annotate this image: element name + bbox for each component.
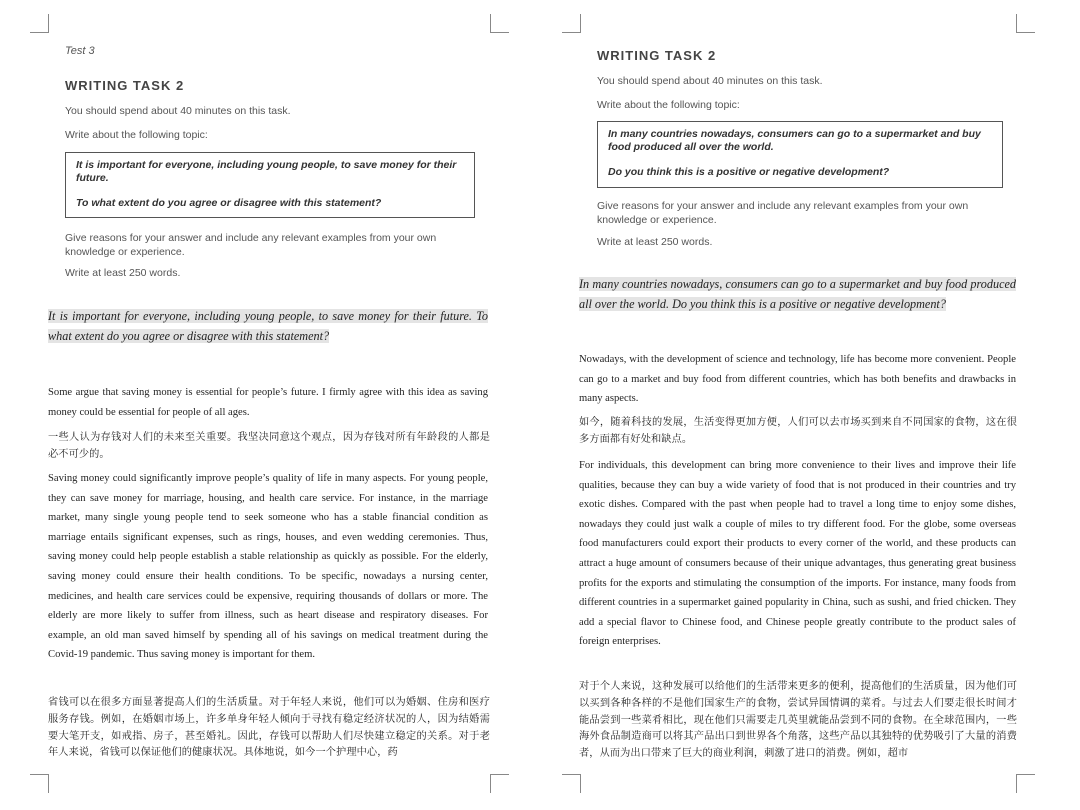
highlighted-prompt-text: In many countries nowadays, consumers can go to a supermarket and buy food produced all over the world. Do you think this is a positive or negative development? <box>579 277 1016 311</box>
highlighted-prompt-text: It is important for everyone, including young people, to save money for their future. To what extent do you agree or disagree with this statement? <box>48 309 488 343</box>
paragraph-2-chinese: 省钱可以在很多方面显著提高人们的生活质量。对于年轻人来说，他们可以为婚姻、住房和医疗服务存钱。例如，在婚姻市场上，许多单身年轻人倾向于寻找有稳定经济状况的人，因为结婚需要大笔开支，如戒指、房子，甚至婚礼。因此，存钱可以帮助人们尽快建立稳定的关系。对于老年人来说，省钱可以保证他们的健康状况。具体地说，如今一个护理中心，药 <box>48 697 490 759</box>
task-title: WRITING TASK 2 <box>597 48 717 63</box>
crop-mark-bottom-right <box>1016 774 1035 793</box>
word-count-instruction: Write at least 250 words. <box>65 267 181 279</box>
crop-mark-top-right <box>490 14 509 33</box>
test-label: Test 3 <box>65 45 95 57</box>
crop-mark-top-left <box>562 14 581 33</box>
highlighted-prompt <box>579 274 1016 314</box>
topic-question: To what extent do you agree or disagree with this statement? <box>76 197 382 209</box>
topic-statement: It is important for everyone, including young people, to save money for their future. <box>76 159 457 184</box>
paragraph-1-english: Nowadays, with the development of science and technology, life has become more convenient. People can go to a market and buy food from different countries, which has both benefits and drawbacks in many aspects. <box>579 354 1016 405</box>
topic-instruction: Write about the following topic: <box>597 99 740 111</box>
crop-mark-bottom-right <box>490 774 509 793</box>
paragraph-1-chinese: 一些人认为存钱对人们的未来至关重要。我坚决同意这个观点，因为存钱对所有年龄段的人都是必不可少的。 <box>48 432 490 460</box>
crop-mark-top-right <box>1016 14 1035 33</box>
paragraph-1-chinese: 如今，随着科技的发展，生活变得更加方便，人们可以去市场买到来自不同国家的食物，这在很多方面都有好处和缺点。 <box>579 417 1017 445</box>
topic-instruction: Write about the following topic: <box>65 129 208 141</box>
crop-mark-bottom-left <box>562 774 581 793</box>
paragraph-1-english: Some argue that saving money is essential for people’s future. I firmly agree with this idea as saving money could be essential for people of all ages. <box>48 387 488 418</box>
topic-box <box>65 152 475 218</box>
time-instruction: You should spend about 40 minutes on this task. <box>597 75 823 87</box>
word-count-instruction: Write at least 250 words. <box>597 236 713 248</box>
paragraph-2-english: Saving money could significantly improve people’s quality of life in many aspects. For young people, they can save money for marriage, housing, and health care service. For instance, in the marriage market, many single young people tend to seek someone who has a stable financial condition as marriage entails significant expenses, such as rings, houses, and even wedding ceremonies. Thus, saving money could help people establish a stable relationship as quickly as possible. For the elderly, saving money could ensure their health conditions. To be specific, nowadays a nursing center, medicines, and health care services could be expensive, requiring thousands of dollars or more. The elderly are more likely to suffer from illness, such as heart disease and respiratory diseases. For example, an old man saved himself by spending all of his savings on medical treatment during the Covid-19 pandemic. Thus saving money is important for them. <box>48 473 488 661</box>
highlighted-prompt <box>48 306 488 346</box>
paragraph-2-chinese: 对于个人来说，这种发展可以给他们的生活带来更多的便利，提高他们的生活质量，因为他们可以买到各种各样的不是他们国家生产的食物，尝试异国情调的菜肴。与过去人们要走很长时间才能品尝到一些菜肴相比，现在他们只需要走几英里就能品尝到不同的食物。在全球范围内，一些海外食品制造商可以将其产品出口到世界各个角落，这些产品以其独特的优势吸引了大量的消费者，从而为出口带来了巨大的商业利润，刺激了进口的消费。例如，超市 <box>579 681 1017 760</box>
paragraph-2-english: For individuals, this development can bring more convenience to their lives and improve their life qualities, because they can buy a wide variety of food that is not produced in their countries and try exotic dishes. Compared with the past when people had to travel a long time to enjoy some dishes, nowadays they could just walk a couple of miles to try different food. For the globe, some overseas food manufacturers could export their products to every corner of the world, and these products can attract a huge amount of consumers because of their unique advantages, thus generating great business profits for the exports and stimulating the consumption of the imports. For instance, many foods from different countries in a supermarket gained popularity in China, such as sushi, and fried chicken. They add a special flavor to Chinese food, and Chinese people greatly contribute to the product sales of foreign enterprises. <box>579 460 1016 648</box>
crop-mark-bottom-left <box>30 774 49 793</box>
task-title: WRITING TASK 2 <box>65 78 185 93</box>
right-page <box>540 0 1080 810</box>
time-instruction: You should spend about 40 minutes on this task. <box>65 105 291 117</box>
reasons-instruction: Give reasons for your answer and include any relevant examples from your own knowledge or experience. <box>597 200 969 226</box>
topic-statement: In many countries nowadays, consumers can go to a supermarket and buy food produced all over the world. <box>608 128 981 153</box>
topic-box <box>597 121 1003 188</box>
reasons-instruction: Give reasons for your answer and include any relevant examples from your own knowledge or experience. <box>65 232 437 258</box>
crop-mark-top-left <box>30 14 49 33</box>
topic-question: Do you think this is a positive or negative development? <box>608 166 890 178</box>
